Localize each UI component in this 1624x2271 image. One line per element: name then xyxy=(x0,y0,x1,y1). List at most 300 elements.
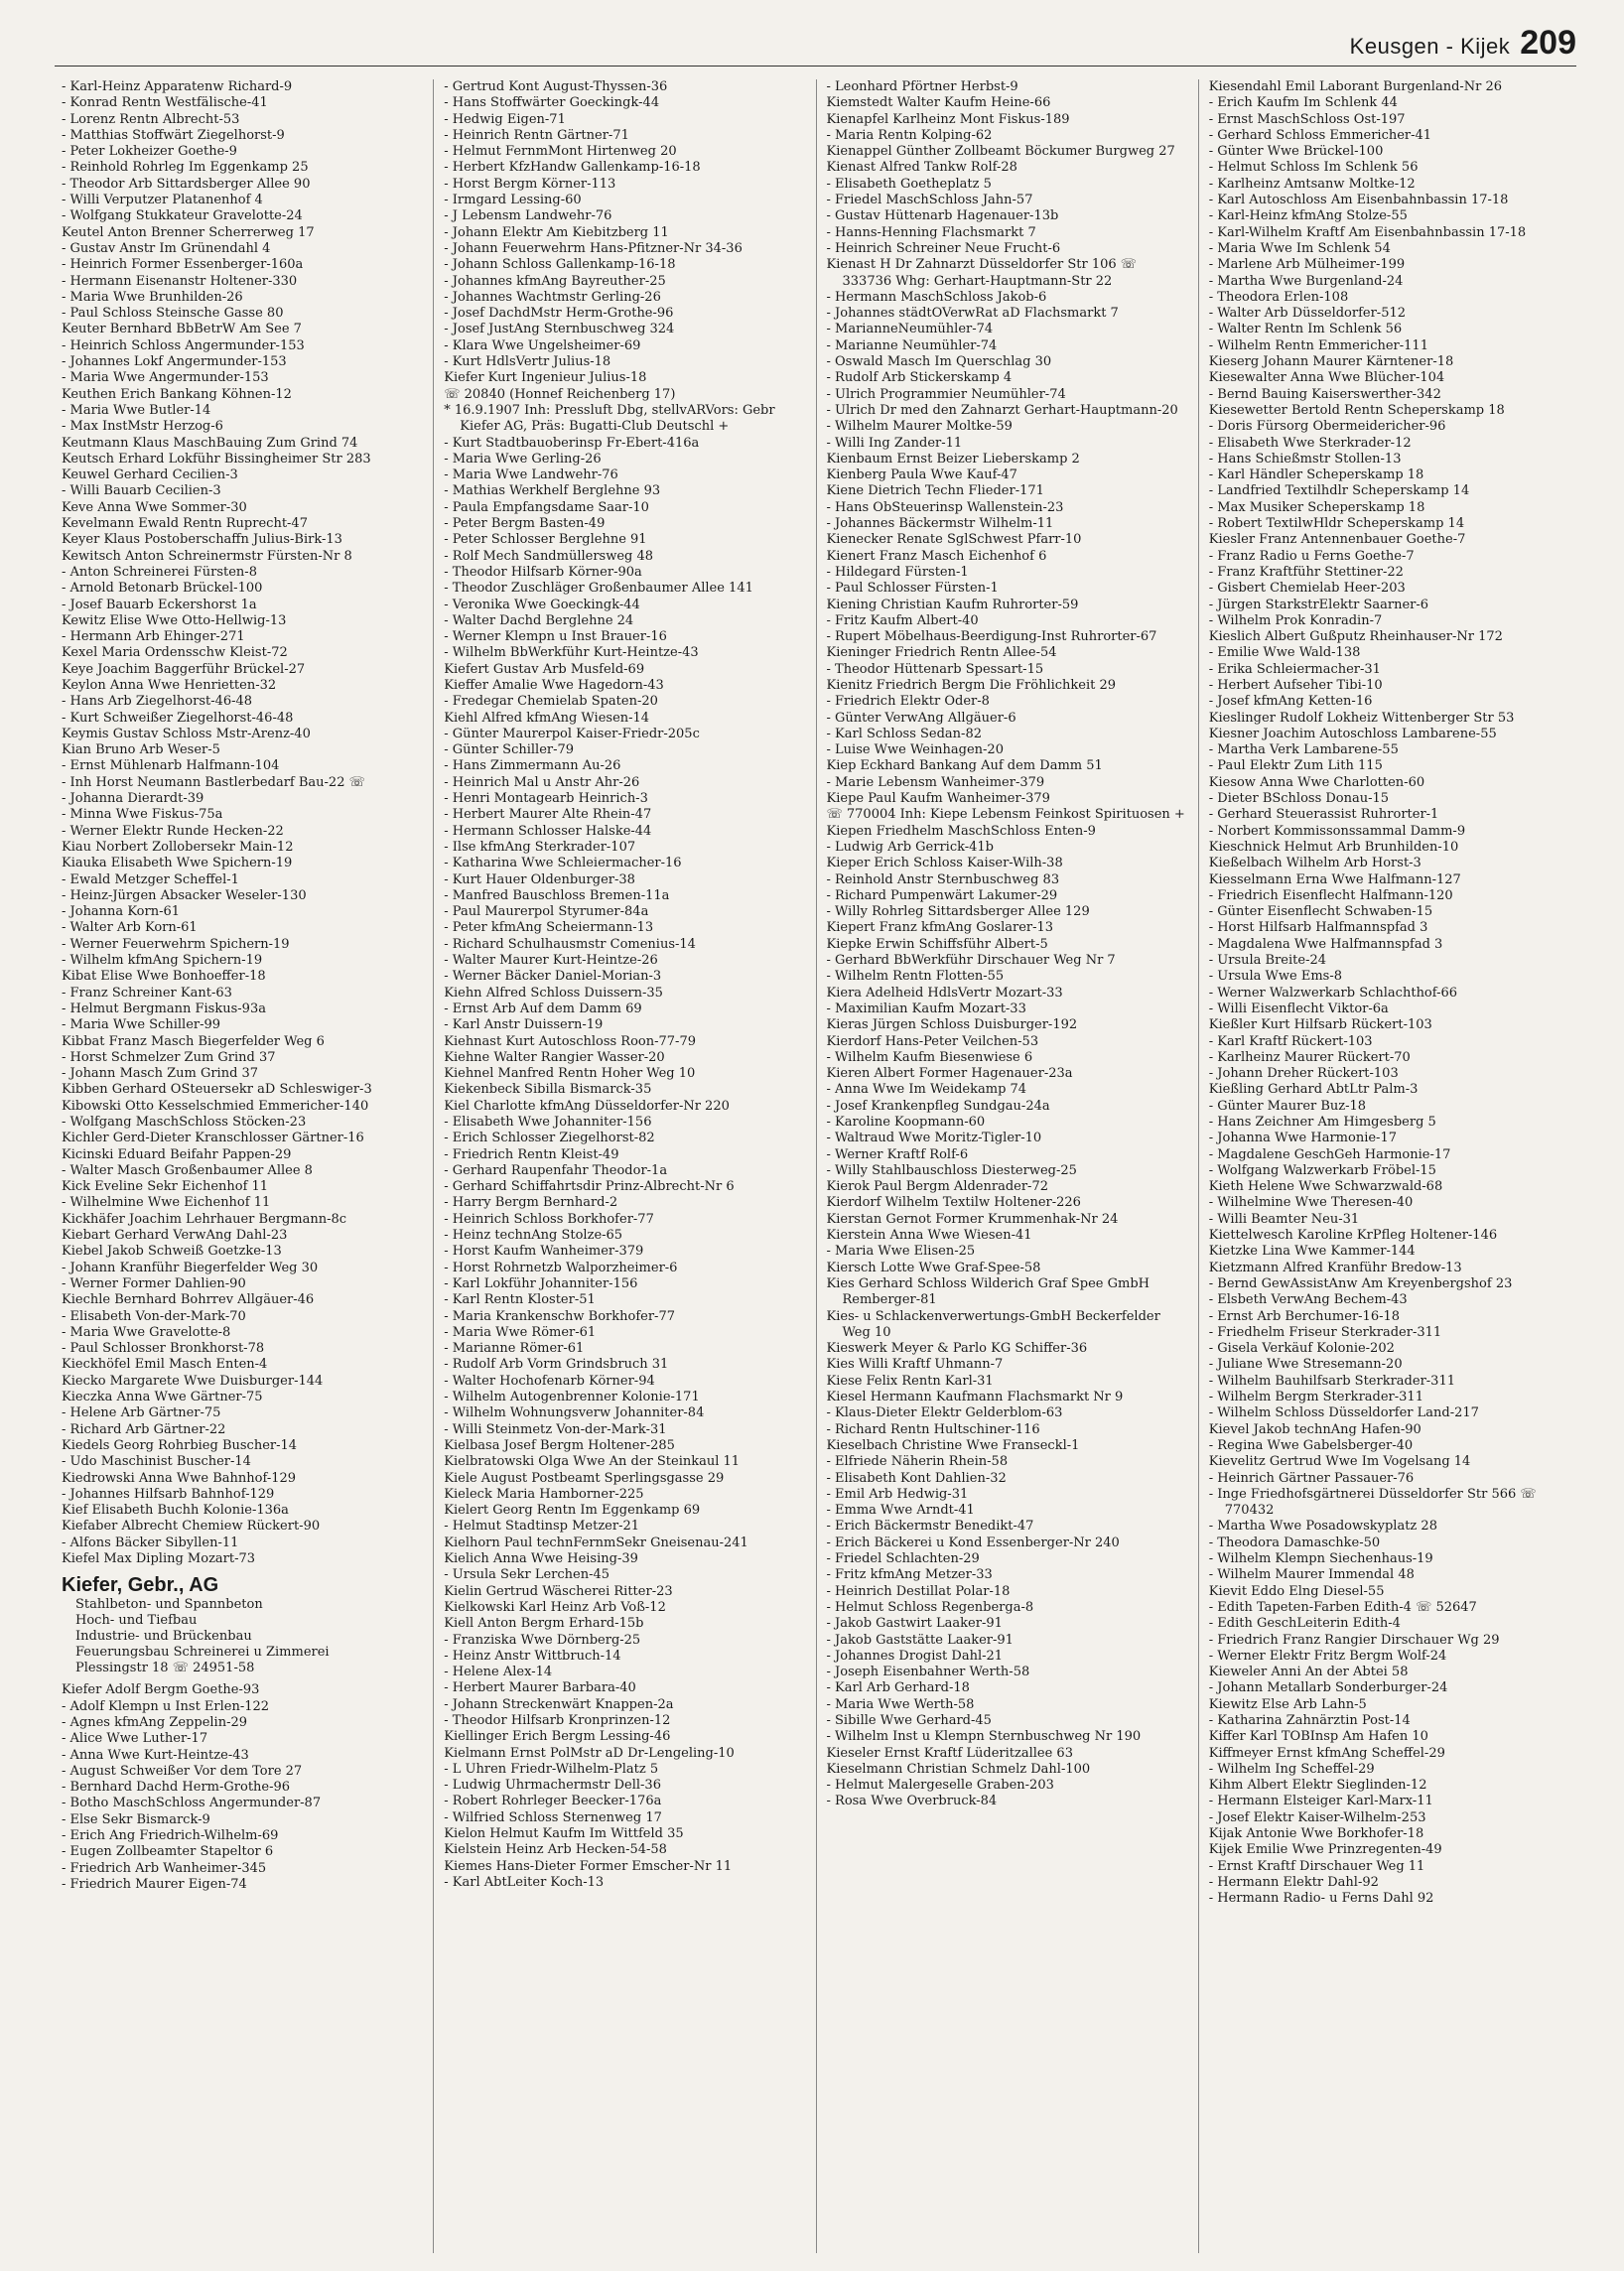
directory-entry: - Wilhelm Wohnungsverw Johanniter-84 xyxy=(444,1405,705,1421)
directory-entry: Kihm Albert Elektr Sieglinden-12 xyxy=(1208,1778,1427,1794)
directory-entry: - Karl Lokführ Johanniter-156 xyxy=(444,1275,638,1291)
directory-entry: Kieschnick Helmut Arb Brunhilden-10 xyxy=(1208,839,1459,855)
directory-entry: - Franz Radio u Ferns Goethe-7 xyxy=(1208,548,1415,564)
directory-entry: - MarianneNeumühler-74 xyxy=(826,322,994,337)
directory-entry: - Sibille Wwe Gerhard-45 xyxy=(826,1712,992,1728)
directory-entry: - Erich Schlosser Ziegelhorst-82 xyxy=(444,1131,655,1146)
directory-entry: - Wilhelmine Wwe Eichenhof 11 xyxy=(62,1195,271,1211)
directory-entry: - Dieter BSchloss Donau-15 xyxy=(1208,791,1390,807)
column-3 xyxy=(827,79,1199,2253)
directory-entry: - Ewald Metzger Scheffel-1 xyxy=(62,871,239,887)
directory-entry: - Maria Wwe Butler-14 xyxy=(62,402,211,418)
directory-entry: Kieczka Anna Wwe Gärtner-75 xyxy=(62,1390,263,1405)
directory-entry: - Maximilian Kaufm Mozart-33 xyxy=(826,1001,1026,1016)
directory-entry: Kieninger Friedrich Rentn Allee-54 xyxy=(826,645,1057,661)
directory-entry: Kiese Felix Rentn Karl-31 xyxy=(826,1373,994,1389)
directory-entry: Kiehl Alfred kfmAng Wiesen-14 xyxy=(444,710,650,726)
directory-entry: Keuthen Erich Bankang Köhnen-12 xyxy=(62,386,292,402)
directory-entry: - Udo Maschinist Buscher-14 xyxy=(62,1454,251,1470)
directory-entry: - Wilhelm Ing Scheffel-29 xyxy=(1208,1761,1375,1777)
directory-entry: - Ulrich Dr med den Zahnarzt Gerhart-Hauptmann-20 xyxy=(826,402,1178,418)
directory-entry: - Karl Schloss Sedan-82 xyxy=(826,726,982,741)
directory-entry: Keve Anna Wwe Sommer-30 xyxy=(62,499,247,515)
directory-entry: Keyer Klaus Postoberschaffn Julius-Birk-13 xyxy=(62,532,342,548)
directory-entry: Keutsch Erhard Lokführ Bissingheimer Str 283 xyxy=(62,451,371,467)
directory-entry: - Walter Maurer Kurt-Heintze-26 xyxy=(444,953,658,969)
directory-entry: Kewitz Elise Wwe Otto-Hellwig-13 xyxy=(62,612,287,628)
directory-entry: - Inh Horst Neumann Bastlerbedarf Bau-22 ☏ xyxy=(62,774,365,790)
directory-entry: Kiele August Postbeamt Sperlingsgasse 29 xyxy=(444,1470,725,1486)
directory-entry: - Magdalena Wwe Halfmannspfad 3 xyxy=(1208,936,1443,952)
directory-entry: - Marie Lebensm Wanheimer-379 xyxy=(826,774,1045,790)
directory-entry: - Walter Dachd Berglehne 24 xyxy=(444,612,634,628)
directory-entry: - Karl Rentn Kloster-51 xyxy=(444,1292,596,1308)
directory-entry: - Marianne Neumühler-74 xyxy=(826,337,998,353)
directory-entry: Keye Joachim Baggerführ Brückel-27 xyxy=(62,661,306,677)
directory-entry: - Johann Feuerwehrm Hans-Pfitzner-Nr 34-36 xyxy=(444,240,743,256)
directory-entry: - Henri Montagearb Heinrich-3 xyxy=(444,791,648,807)
directory-entry: - Klaus-Dieter Elektr Gelderblom-63 xyxy=(826,1405,1063,1421)
header-title: Keusgen - Kijek xyxy=(1349,34,1511,59)
directory-entry: - Bernd Bauing Kaiserswerther-342 xyxy=(1208,386,1441,402)
column-1 xyxy=(62,79,434,2253)
directory-entry: - Edith GeschLeiterin Edith-4 xyxy=(1208,1616,1401,1632)
directory-entry: - Johannes Hilfsarb Bahnhof-129 xyxy=(62,1486,275,1502)
directory-entry: - Werner Feuerwehrm Spichern-19 xyxy=(62,936,290,952)
directory-entry: - Willy Rohrleg Sittardsberger Allee 129 xyxy=(826,904,1090,920)
directory-entry: - Arnold Betonarb Brückel-100 xyxy=(62,581,263,597)
directory-entry: Kichler Gerd-Dieter Kranschlosser Gärtner-16 xyxy=(62,1131,364,1146)
directory-entry: - Fritz kfmAng Metzer-33 xyxy=(826,1567,993,1583)
directory-entry: - Werner Elektr Fritz Bergm Wolf-24 xyxy=(1208,1648,1447,1664)
directory-entry: - Reinhold Rohrleg Im Eggenkamp 25 xyxy=(62,160,309,176)
directory-entry: - Karl-Heinz Apparatenw Richard-9 xyxy=(62,79,293,94)
directory-entry: Kieserg Johann Maurer Kärntener-18 xyxy=(1208,354,1454,370)
directory-entry: - Hans Stoffwärter Goeckingk-44 xyxy=(444,95,660,111)
directory-entry: Kielin Gertrud Wäscherei Ritter-23 xyxy=(444,1583,673,1599)
directory-entry: Kick Eveline Sekr Eichenhof 11 xyxy=(62,1179,269,1195)
directory-entry: - Johannes kfmAng Bayreuther-25 xyxy=(444,273,666,289)
directory-entry: - Horst Schmelzer Zum Grind 37 xyxy=(62,1049,276,1065)
directory-entry: - Friedrich Maurer Eigen-74 xyxy=(62,1876,247,1892)
directory-entry: - Ursula Breite-24 xyxy=(1208,953,1327,969)
directory-entry: - Martha Wwe Burgenland-24 xyxy=(1208,273,1404,289)
directory-entry: - Veronika Wwe Goeckingk-44 xyxy=(444,597,640,612)
directory-entry: - Heinrich Schloss Borkhofer-77 xyxy=(444,1211,654,1227)
directory-entry: Kiehn Alfred Schloss Duissern-35 xyxy=(444,985,663,1001)
directory-entry: - Wilhelm Rentn Flotten-55 xyxy=(826,969,1005,985)
directory-entry: - Maria Wwe Brunhilden-26 xyxy=(62,289,243,305)
directory-entry: - Maria Rentn Kolping-62 xyxy=(826,127,993,143)
directory-entry: - Karlheinz Maurer Rückert-70 xyxy=(1208,1049,1411,1065)
directory-entry: - Doris Fürsorg Obermeidericher-96 xyxy=(1208,419,1446,435)
directory-entry: - Richard Rentn Hultschiner-116 xyxy=(826,1421,1040,1437)
directory-entry: Kieckhöfel Emil Masch Enten-4 xyxy=(62,1357,268,1373)
directory-entry: - Agnes kfmAng Zeppelin-29 xyxy=(62,1714,248,1730)
directory-entry: - Matthias Stoffwärt Ziegelhorst-9 xyxy=(62,127,285,143)
directory-entry: - Maria Wwe Gerling-26 xyxy=(444,451,602,467)
directory-entry: Kiesselmann Erna Wwe Halfmann-127 xyxy=(1208,871,1461,887)
directory-entry: - Maria Wwe Gravelotte-8 xyxy=(62,1324,231,1340)
directory-entry: Kibben Gerhard OSteuersekr aD Schleswiger-3 xyxy=(62,1082,372,1098)
directory-entry: - Johanna Dierardt-39 xyxy=(62,791,204,807)
directory-entry: - Ernst Kraftf Dirschauer Weg 11 xyxy=(1208,1858,1425,1874)
directory-entry: - Heinrich Destillat Polar-18 xyxy=(826,1583,1011,1599)
directory-entry: - Kurt HdlsVertr Julius-18 xyxy=(444,354,611,370)
directory-entry: - Erich Bäckerei u Kond Essenberger-Nr 240 xyxy=(826,1535,1120,1550)
directory-entry: - Helmut Schloss Regenberga-8 xyxy=(826,1599,1034,1615)
directory-entry: - Karl-Wilhelm Kraftf Am Eisenbahnbassin 17-18 xyxy=(1208,224,1527,240)
directory-entry: - Karoline Koopmann-60 xyxy=(826,1115,986,1130)
directory-entry: - Günter Wwe Brückel-100 xyxy=(1208,144,1384,160)
directory-entry: Kijak Antonie Wwe Borkhofer-18 xyxy=(1208,1826,1424,1842)
directory-entry: - Harry Bergm Bernhard-2 xyxy=(444,1195,618,1211)
directory-entry: - Wilhelm Klempn Siechenhaus-19 xyxy=(1208,1551,1433,1567)
directory-entry: - Juliane Wwe Stresemann-20 xyxy=(1208,1357,1403,1373)
directory-entry: - Josef JustAng Sternbuschweg 324 xyxy=(444,322,675,337)
directory-entry: - Maria Wwe Landwehr-76 xyxy=(444,468,618,483)
directory-entry: - Heinz technAng Stolze-65 xyxy=(444,1228,623,1244)
directory-entry: - Hans Schießmstr Stollen-13 xyxy=(1208,451,1402,467)
directory-entry: Kiettelwesch Karoline KrPfleg Holtener-146 xyxy=(1208,1228,1498,1244)
directory-entry: Kiesewalter Anna Wwe Blücher-104 xyxy=(1208,370,1445,386)
directory-entry: - Kurt Schweißer Ziegelhorst-46-48 xyxy=(62,710,294,726)
directory-entry: Kicinski Eduard Beifahr Pappen-29 xyxy=(62,1146,292,1162)
directory-entry: - Maria Wwe Angermunder-153 xyxy=(62,370,269,386)
directory-entry: Kienecker Renate SglSchwest Pfarr-10 xyxy=(826,532,1082,548)
directory-entry: Kiellinger Erich Bergm Lessing-46 xyxy=(444,1729,671,1745)
directory-entry: Kienappel Günther Zollbeamt Böckumer Burgweg 27 xyxy=(826,144,1175,160)
directory-entry: - Else Sekr Bismarck-9 xyxy=(62,1811,210,1827)
directory-entry: - Theodor Arb Sittardsberger Allee 90 xyxy=(62,176,311,192)
directory-entry: - Ernst Mühlenarb Halfmann-104 xyxy=(62,758,280,774)
directory-entry: Kiera Adelheid HdlsVertr Mozart-33 xyxy=(826,985,1063,1001)
directory-entry: - Emil Arb Hedwig-31 xyxy=(826,1486,969,1502)
directory-entry: Kiesner Joachim Autoschloss Lambarene-55 xyxy=(1208,726,1497,741)
directory-entry: Kierstein Anna Wwe Wiesen-41 xyxy=(826,1228,1032,1244)
directory-entry: - Norbert Kommissonssammal Damm-9 xyxy=(1208,823,1466,839)
directory-entry: - Hermann Schlosser Halske-44 xyxy=(444,823,652,839)
directory-entry: - Peter Lokheizer Goethe-9 xyxy=(62,144,237,160)
directory-entry: - Willi Beamter Neu-31 xyxy=(1208,1211,1360,1227)
directory-entry: - Rolf Mech Sandmüllersweg 48 xyxy=(444,548,654,564)
directory-entry: - Edith Tapeten-Farben Edith-4 ☏ 52647 xyxy=(1208,1599,1477,1615)
directory-entry: Keylon Anna Wwe Henrietten-32 xyxy=(62,677,277,693)
directory-entry: Kiesendahl Emil Laborant Burgenland-Nr 26 xyxy=(1208,79,1503,94)
directory-entry: - Walter Arb Korn-61 xyxy=(62,920,198,936)
directory-entry: Kienast H Dr Zahnarzt Düsseldorfer Str 106 ☏ 333736 Whg: Gerhart-Hauptmann-Str 22 xyxy=(826,257,1138,289)
page-header xyxy=(1350,24,1576,63)
directory-entry: - Klara Wwe Ungelsheimer-69 xyxy=(444,337,641,353)
directory-entry: Kiewitz Else Arb Lahn-5 xyxy=(1208,1696,1367,1712)
directory-entry: - Joseph Eisenbahner Werth-58 xyxy=(826,1665,1030,1680)
directory-entry: Kienberg Paula Wwe Kauf-47 xyxy=(826,468,1017,483)
directory-entry: Kienert Franz Masch Eichenhof 6 xyxy=(826,548,1047,564)
directory-entry: - Eugen Zollbeamter Stapeltor 6 xyxy=(62,1844,274,1860)
directory-entry: - Karl Autoschloss Am Eisenbahnbassin 17-18 xyxy=(1208,193,1509,208)
directory-entry: - Marlene Arb Mülheimer-199 xyxy=(1208,257,1406,273)
directory-entry: Kienbaum Ernst Beizer Lieberskamp 2 xyxy=(826,451,1080,467)
directory-entry: Kiehne Walter Rangier Wasser-20 xyxy=(444,1049,665,1065)
directory-entry: - Theodor Hüttenarb Spessart-15 xyxy=(826,661,1044,677)
directory-entry: - Martha Wwe Posadowskyplatz 28 xyxy=(1208,1519,1437,1535)
directory-entry: - Gisela Verkäuf Kolonie-202 xyxy=(1208,1341,1395,1357)
directory-entry: - Hermann Elsteiger Karl-Marx-11 xyxy=(1208,1794,1433,1809)
directory-entry: Kiesler Franz Antennenbauer Goethe-7 xyxy=(1208,532,1466,548)
directory-entry: - Heinz-Jürgen Absacker Weseler-130 xyxy=(62,887,307,903)
ad-line: Stahlbeton- und Spannbeton xyxy=(75,1597,263,1613)
directory-entry: - Karl Kraftf Rückert-103 xyxy=(1208,1033,1373,1049)
directory-entry: Kieren Albert Former Hagenauer-23a xyxy=(826,1066,1073,1082)
directory-entry: - Marianne Römer-61 xyxy=(444,1341,585,1357)
directory-entry: - Elisabeth Goetheplatz 5 xyxy=(826,176,992,192)
directory-columns xyxy=(62,79,1580,2253)
directory-entry: Kiell Anton Bergm Erhard-15b xyxy=(444,1616,644,1632)
directory-entry: - Wilhelm Inst u Klempn Sternbuschweg Nr 190 xyxy=(826,1729,1142,1745)
directory-entry: Kieras Jürgen Schloss Duisburger-192 xyxy=(826,1017,1078,1033)
directory-entry: - Hans Arb Ziegelhorst-46-48 xyxy=(62,694,253,710)
directory-entry: - Günter Maurer Buz-18 xyxy=(1208,1098,1367,1114)
directory-entry: - Rupert Möbelhaus-Beerdigung-Inst Ruhrorter-67 xyxy=(826,629,1157,645)
directory-entry: - Willi Steinmetz Von-der-Mark-31 xyxy=(444,1421,667,1437)
directory-entry: Kielstein Heinz Arb Hecken-54-58 xyxy=(444,1842,667,1858)
directory-entry: - Magdalene GeschGeh Harmonie-17 xyxy=(1208,1146,1451,1162)
directory-entry: - Richard Schulhausmstr Comenius-14 xyxy=(444,936,696,952)
directory-entry: - Werner Walzwerkarb Schlachthof-66 xyxy=(1208,985,1458,1001)
directory-entry: Kielon Helmut Kaufm Im Wittfeld 35 xyxy=(444,1826,684,1842)
directory-entry: Kielbasa Josef Bergm Holtener-285 xyxy=(444,1437,675,1453)
directory-entry: - Gustav Hüttenarb Hagenauer-13b xyxy=(826,208,1059,224)
directory-entry: - Fritz Kaufm Albert-40 xyxy=(826,612,979,628)
directory-entry: - Franz Schreiner Kant-63 xyxy=(62,985,232,1001)
directory-entry: - Wilhelm Autogenbrenner Kolonie-171 xyxy=(444,1390,700,1405)
directory-entry: - Helene Arb Gärtner-75 xyxy=(62,1405,221,1421)
directory-entry: - Karl Arb Gerhard-18 xyxy=(826,1680,970,1696)
directory-entry: - Richard Arb Gärtner-22 xyxy=(62,1421,226,1437)
directory-entry: - Günter VerwAng Allgäuer-6 xyxy=(826,710,1016,726)
directory-entry: Kielkowski Karl Heinz Arb Voß-12 xyxy=(444,1599,666,1615)
directory-entry: Kiechle Bernhard Bohrrev Allgäuer-46 xyxy=(62,1292,315,1308)
directory-entry: - J Lebensm Landwehr-76 xyxy=(444,208,612,224)
directory-entry: - Günter Eisenflecht Schwaben-15 xyxy=(1208,904,1433,920)
directory-entry: - Herbert Maurer Barbara-40 xyxy=(444,1680,636,1696)
directory-entry: - Johann Metallarb Sonderburger-24 xyxy=(1208,1680,1448,1696)
directory-entry: - Heinz Anstr Wittbruch-14 xyxy=(444,1648,621,1664)
directory-entry: - Horst Rohrnetzb Walporzheimer-6 xyxy=(444,1260,678,1275)
directory-entry: Kielmann Ernst PolMstr aD Dr-Lengeling-10 xyxy=(444,1745,735,1761)
directory-entry: - Minna Wwe Fiskus-75a xyxy=(62,807,223,823)
directory-entry: - Johann Masch Zum Grind 37 xyxy=(62,1066,259,1082)
directory-entry: - Theodor Hilfsarb Körner-90a xyxy=(444,564,642,580)
directory-entry: - Paul Elektr Zum Lith 115 xyxy=(1208,758,1383,774)
directory-entry: - Erika Schleiermacher-31 xyxy=(1208,661,1381,677)
directory-entry: - Robert Rohrleger Beecker-176a xyxy=(444,1794,662,1809)
directory-entry: - Wilhelm Bauhilfsarb Sterkrader-311 xyxy=(1208,1373,1455,1389)
directory-entry: Kiedels Georg Rohrbieg Buscher-14 xyxy=(62,1437,298,1453)
directory-entry: - Paul Schloss Steinsche Gasse 80 xyxy=(62,306,284,322)
directory-entry: - Walter Hochofenarb Körner-94 xyxy=(444,1373,655,1389)
directory-entry: Kiesewetter Bertold Rentn Scheperskamp 18 xyxy=(1208,402,1505,418)
directory-entry: - Gerhard Raupenfahr Theodor-1a xyxy=(444,1162,668,1178)
directory-entry: - Heinrich Schreiner Neue Frucht-6 xyxy=(826,240,1061,256)
directory-entry: - Friedrich Franz Rangier Dirschauer Wg 29 xyxy=(1208,1632,1500,1648)
directory-entry: - Wilhelm Bergm Sterkrader-311 xyxy=(1208,1390,1423,1405)
directory-entry: - Luise Wwe Weinhagen-20 xyxy=(826,742,1004,758)
directory-entry: Kibowski Otto Kesselschmied Emmericher-140 xyxy=(62,1098,369,1114)
directory-entry: - Ernst MaschSchloss Ost-197 xyxy=(1208,111,1406,127)
directory-entry: - Josef DachdMstr Herm-Grothe-96 xyxy=(444,306,674,322)
directory-entry: - Martha Verk Lambarene-55 xyxy=(1208,742,1399,758)
directory-entry: Kiemstedt Walter Kaufm Heine-66 xyxy=(826,95,1051,111)
directory-entry: - Hermann Eisenanstr Holtener-330 xyxy=(62,273,298,289)
directory-entry: - Bernhard Dachd Herm-Grothe-96 xyxy=(62,1780,291,1796)
directory-entry: - Hildegard Fürsten-1 xyxy=(826,564,969,580)
directory-entry: Kießler Kurt Hilfsarb Rückert-103 xyxy=(1208,1017,1432,1033)
directory-entry: Kickhäfer Joachim Lehrhauer Bergmann-8c xyxy=(62,1211,347,1227)
directory-entry: Kiedrowski Anna Wwe Bahnhof-129 xyxy=(62,1470,297,1486)
directory-entry: Kiebel Jakob Schweiß Goetzke-13 xyxy=(62,1244,282,1260)
directory-entry: - Friedrich Rentn Kleist-49 xyxy=(444,1146,619,1162)
directory-entry: Kibat Elise Wwe Bonhoeffer-18 xyxy=(62,969,266,985)
advertisement-block xyxy=(62,1573,425,1676)
directory-entry: - Inge Friedhofsgärtnerei Düsseldorfer Str 566 ☏ 770432 xyxy=(1208,1486,1537,1519)
directory-entry: - Heinrich Schloss Angermunder-153 xyxy=(62,337,305,353)
directory-entry: - Werner Elektr Runde Hecken-22 xyxy=(62,823,284,839)
directory-entry: - Paula Empfangsdame Saar-10 xyxy=(444,499,649,515)
ad-title: Kiefer, Gebr., AG xyxy=(62,1574,219,1597)
directory-entry: Kierdorf Hans-Peter Veilchen-53 xyxy=(826,1033,1039,1049)
directory-entry: - Karl-Heinz kfmAng Stolze-55 xyxy=(1208,208,1408,224)
directory-entry: Kielhorn Paul technFernmSekr Gneisenau-241 xyxy=(444,1535,748,1550)
directory-entry: - Johann Dreher Rückert-103 xyxy=(1208,1066,1399,1082)
directory-entry: - Katharina Zahnärztin Post-14 xyxy=(1208,1712,1411,1728)
directory-entry: - Paul Schlosser Bronkhorst-78 xyxy=(62,1341,265,1357)
directory-entry: - Walter Arb Düsseldorfer-512 xyxy=(1208,306,1407,322)
directory-entry: - Johannes Drogist Dahl-21 xyxy=(826,1648,1004,1664)
directory-entry: - Theodor Zuschläger Großenbaumer Allee 141 xyxy=(444,581,753,597)
directory-entry: Kijek Emilie Wwe Prinzregenten-49 xyxy=(1208,1842,1442,1858)
directory-entry: - Kurt Stadtbauoberinsp Fr-Ebert-416a xyxy=(444,435,700,451)
directory-entry: - Max Musiker Scheperskamp 18 xyxy=(1208,499,1425,515)
directory-entry: Kiffer Karl TOBInsp Am Hafen 10 xyxy=(1208,1729,1428,1745)
directory-entry: - Konrad Rentn Westfälische-41 xyxy=(62,95,268,111)
directory-entry: Kiffmeyer Ernst kfmAng Scheffel-29 xyxy=(1208,1745,1445,1761)
directory-entry: - Herbert KfzHandw Gallenkamp-16-18 xyxy=(444,160,701,176)
directory-entry: Kiepe Paul Kaufm Wanheimer-379 xyxy=(826,791,1050,807)
directory-entry: - Wilhelm Maurer Immendal 48 xyxy=(1208,1567,1415,1583)
directory-entry: - Gisbert Chemielab Heer-203 xyxy=(1208,581,1406,597)
directory-entry: - Wilhelm Kaufm Biesenwiese 6 xyxy=(826,1049,1033,1065)
directory-entry: - Günter Maurerpol Kaiser-Friedr-205c xyxy=(444,726,700,741)
directory-entry: - Hans ObSteuerinsp Wallenstein-23 xyxy=(826,499,1064,515)
directory-entry: - Ulrich Programmier Neumühler-74 xyxy=(826,386,1066,402)
directory-entry: - Fredegar Chemielab Spaten-20 xyxy=(444,694,658,710)
directory-entry: Kiepke Erwin Schiffsführ Albert-5 xyxy=(826,936,1048,952)
directory-entry: - Friedrich Eisenflecht Halfmann-120 xyxy=(1208,887,1453,903)
directory-entry: Kierstan Gernot Former Krummenhak-Nr 24 xyxy=(826,1211,1119,1227)
directory-entry: - Hans Zimmermann Au-26 xyxy=(444,758,621,774)
directory-entry: - Gerhard BbWerkführ Dirschauer Weg Nr 7 xyxy=(826,953,1116,969)
directory-entry: - Paul Schlosser Fürsten-1 xyxy=(826,581,999,597)
directory-entry: Kief Elisabeth Buchh Kolonie-136a xyxy=(62,1503,289,1519)
directory-entry: - Emilie Wwe Wald-138 xyxy=(1208,645,1361,661)
directory-entry: Kewitsch Anton Schreinermstr Fürsten-Nr 8 xyxy=(62,548,352,564)
directory-entry: Kiersch Lotte Wwe Graf-Spee-58 xyxy=(826,1260,1041,1275)
directory-entry: - Wilhelm kfmAng Spichern-19 xyxy=(62,953,263,969)
directory-entry: - Alice Wwe Luther-17 xyxy=(62,1731,208,1747)
directory-entry: Kies- u Schlackenverwertungs-GmbH Beckerfelder Weg 10 xyxy=(826,1308,1160,1340)
directory-entry: Kiecko Margarete Wwe Duisburger-144 xyxy=(62,1373,324,1389)
directory-entry: - Günter Schiller-79 xyxy=(444,742,575,758)
directory-entry: ☏ 770004 Inh: Kiepe Lebensm Feinkost Spirituosen + xyxy=(826,807,1185,823)
directory-entry: - Johannes Lokf Angermunder-153 xyxy=(62,354,287,370)
directory-entry: - Josef Bauarb Eckershorst 1a xyxy=(62,597,257,612)
directory-entry: Kiene Dietrich Techn Flieder-171 xyxy=(826,483,1044,499)
directory-entry: - Josef Elektr Kaiser-Wilhelm-253 xyxy=(1208,1809,1426,1825)
directory-entry: - Ilse kfmAng Sterkrader-107 xyxy=(444,839,636,855)
directory-entry: - Hans Zeichner Am Himgesberg 5 xyxy=(1208,1115,1436,1130)
directory-entry: Kienast Alfred Tankw Rolf-28 xyxy=(826,160,1017,176)
directory-entry: - Theodora Erlen-108 xyxy=(1208,289,1349,305)
directory-entry: - Maria Wwe Schiller-99 xyxy=(62,1017,221,1033)
directory-entry: Kiesel Hermann Kaufmann Flachsmarkt Nr 9 xyxy=(826,1390,1124,1405)
directory-entry: - Lorenz Rentn Albrecht-53 xyxy=(62,111,240,127)
directory-entry: - Friedhelm Friseur Sterkrader-311 xyxy=(1208,1324,1442,1340)
directory-entry: - Friedrich Arb Wanheimer-345 xyxy=(62,1860,267,1876)
directory-entry: - Emma Wwe Arndt-41 xyxy=(826,1503,975,1519)
directory-entry: - Gerhard Schiffahrtsdir Prinz-Albrecht-Nr 6 xyxy=(444,1179,735,1195)
directory-entry: - Maria Wwe Werth-58 xyxy=(826,1696,975,1712)
directory-entry: - Willi Verputzer Platanenhof 4 xyxy=(62,193,263,208)
directory-entry: - Helmut Malergeselle Graben-203 xyxy=(826,1778,1054,1794)
directory-entry: * 16.9.1907 Inh: Pressluft Dbg, stellvARVors: Gebr Kiefer AG, Präs: Bugatti-Club Deutschl + xyxy=(444,402,775,435)
directory-entry: - Heinrich Former Essenberger-160a xyxy=(62,257,304,273)
directory-entry: - Max InstMstr Herzog-6 xyxy=(62,419,223,435)
directory-entry: Keuter Bernhard BbBetrW Am See 7 xyxy=(62,322,302,337)
directory-entry: - Heinrich Mal u Anstr Ahr-26 xyxy=(444,774,640,790)
directory-entry: - L Uhren Friedr-Wilhelm-Platz 5 xyxy=(444,1761,659,1777)
directory-entry: Kiepert Franz kfmAng Goslarer-13 xyxy=(826,920,1054,936)
directory-entry: - August Schweißer Vor dem Tore 27 xyxy=(62,1763,303,1779)
directory-entry: - Herbert Aufseher Tibi-10 xyxy=(1208,677,1383,693)
directory-entry: Kiauka Elisabeth Wwe Spichern-19 xyxy=(62,856,293,871)
directory-entry: - Willi Bauarb Cecilien-3 xyxy=(62,483,221,499)
directory-entry: - Anna Wwe Kurt-Heintze-43 xyxy=(62,1747,249,1763)
directory-entry: - Erich Bäckermstr Benedikt-47 xyxy=(826,1519,1034,1535)
directory-entry: - Leonhard Pförtner Herbst-9 xyxy=(826,79,1018,94)
directory-entry: - Walter Rentn Im Schlenk 56 xyxy=(1208,322,1403,337)
directory-entry: - Jakob Gastwirt Laaker-91 xyxy=(826,1616,1003,1632)
directory-entry: Keutel Anton Brenner Scherrerweg 17 xyxy=(62,224,315,240)
directory-entry: - Alfons Bäcker Sibyllen-11 xyxy=(62,1535,239,1550)
directory-entry: - Hanns-Henning Flachsmarkt 7 xyxy=(826,224,1036,240)
directory-entry: - Wilhelm Prok Konradin-7 xyxy=(1208,612,1383,628)
header-rule xyxy=(55,66,1576,67)
directory-entry: - Wolfgang MaschSchloss Stöcken-23 xyxy=(62,1115,307,1130)
directory-entry: - Elfriede Näherin Rhein-58 xyxy=(826,1454,1009,1470)
directory-entry: Kielbratowski Olga Wwe An der Steinkaul 11 xyxy=(444,1454,741,1470)
directory-entry: Kieleck Maria Hamborner-225 xyxy=(444,1486,644,1502)
directory-entry: - Friedrich Elektr Oder-8 xyxy=(826,694,990,710)
directory-entry: - Johann Elektr Am Kiebitzberg 11 xyxy=(444,224,669,240)
directory-entry: Kiekenbeck Sibilla Bismarck-35 xyxy=(444,1082,652,1098)
directory-entry: - Ernst Arb Berchumer-16-18 xyxy=(1208,1308,1401,1324)
directory-entry: Kievit Eddo Elng Diesel-55 xyxy=(1208,1583,1385,1599)
directory-entry: Kibbat Franz Masch Biegerfelder Weg 6 xyxy=(62,1033,325,1049)
directory-entry: - Wilhelm BbWerkführ Kurt-Heintze-43 xyxy=(444,645,699,661)
directory-entry: - Karl Händler Scheperskamp 18 xyxy=(1208,468,1424,483)
directory-entry: - Johannes Wachtmstr Gerling-26 xyxy=(444,289,661,305)
